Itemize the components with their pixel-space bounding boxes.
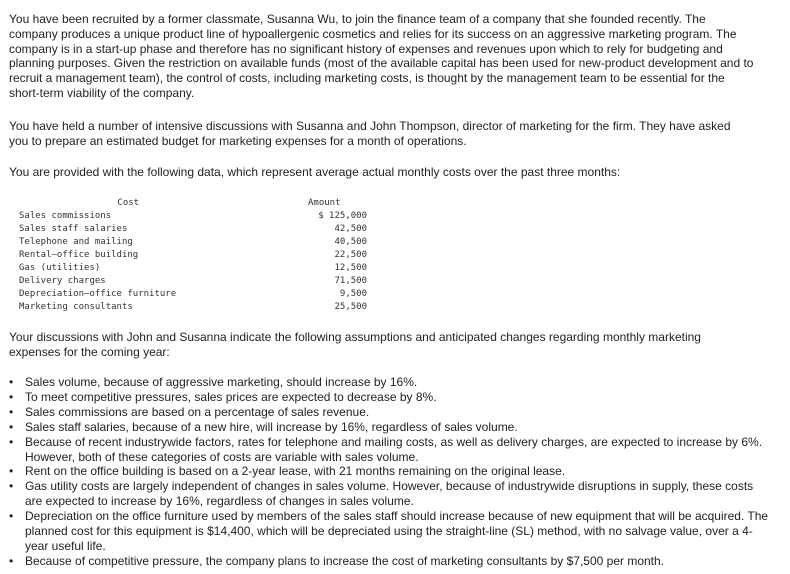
cost-amount: 22,500 <box>334 250 367 260</box>
bullet-icon: • <box>9 464 14 479</box>
bullet-icon: • <box>9 404 14 419</box>
list-item <box>9 405 769 420</box>
list-item-text: Gas utility costs are largely independent of changes in sales volume. However, because of industrywide disruptions in supply, these costs are expected to increase by 16%, regardless of changes in sales volume. <box>25 479 754 509</box>
list-item-text: Because of competitive pressure, the company plans to increase the cost of marketing consultants by $7,500 per month. <box>25 553 665 568</box>
cost-label: Sales staff salaries <box>19 224 128 234</box>
list-item-text: Rent on the office building is based on a 2-year lease, with 21 months remaining on the original lease. <box>25 464 566 479</box>
assumptions-intro-paragraph: Your discussions with John and Susanna indicate the following assumptions and anticipated changes regarding monthly marketing expenses for the coming year: <box>9 330 701 359</box>
bullet-icon: • <box>9 419 14 434</box>
table-row <box>11 249 373 262</box>
cost-amount: 25,500 <box>334 302 367 312</box>
cost-amount: 71,500 <box>334 276 367 286</box>
cost-amount: 40,500 <box>334 237 367 247</box>
list-item <box>9 509 769 554</box>
table-row <box>11 236 373 249</box>
table-row <box>11 301 373 314</box>
list-item <box>9 554 769 569</box>
table-row <box>11 223 373 236</box>
cost-amount: 42,500 <box>334 224 367 234</box>
list-item-text: Because of recent industrywide factors, rates for telephone and mailing costs, as well as delivery charges, are expected to increase by 6%. However, both of these categories of costs are variable with sales volume. <box>25 434 763 464</box>
table-row <box>11 288 373 301</box>
list-item <box>9 420 769 435</box>
amount-column-header: Amount <box>307 198 341 208</box>
list-item-text: Sales volume, because of aggressive marketing, should increase by 16%. <box>25 375 418 389</box>
cost-amount: $ 125,000 <box>318 211 367 221</box>
list-item-text: Sales staff salaries, because of a new hire, will increase by 16%, regardless of sales volume. <box>25 419 518 434</box>
cost-label: Sales commissions <box>19 211 112 221</box>
bullet-icon: • <box>9 479 14 494</box>
table-row <box>11 275 373 288</box>
cost-amount: 9,500 <box>339 289 367 299</box>
intro-paragraph: You have been recruited by a former classmate, Susanna Wu, to join the finance team of a company that she founded recently. The company produces a unique product line of hypoallergenic cosmetics and relies for its success on an aggressive marketing program. The company is in a start-up phase and therefore has no significant history of expenses and revenues upon which to rely for budgeting and planning purposes. Given the restriction on available funds (most of the available capital has been used for new-product development and to recruit a management team), the control of costs, including marketing costs, is thought by the management team to be essential for the short-term viability of the company. <box>9 12 754 100</box>
cost-column-header: Cost <box>117 198 140 208</box>
cost-label: Delivery charges <box>19 276 106 286</box>
data-intro-paragraph: You are provided with the following data, which represent average actual monthly costs over the past three months: <box>9 165 621 179</box>
list-item <box>9 435 769 465</box>
cost-label: Rental—office building <box>19 250 139 260</box>
cost-label: Marketing consultants <box>19 302 133 312</box>
cost-label: Depreciation—office furniture <box>19 289 177 299</box>
table-row <box>11 262 373 275</box>
monthly-cost-table <box>11 197 373 314</box>
list-item <box>9 479 769 509</box>
table-row <box>11 210 373 223</box>
list-item <box>9 375 769 390</box>
list-item-text: Depreciation on the office furniture used by members of the sales staff should increase because of new equipment that will be acquired. The planned cost for this equipment is $14,400, which will be depreciated using the straight-line (SL) method, with no salvage value, over a 4-year useful life. <box>25 509 769 553</box>
bullet-icon: • <box>9 375 14 389</box>
assumptions-list <box>9 375 769 569</box>
cost-label: Gas (utilities) <box>19 263 101 273</box>
list-item <box>9 464 769 479</box>
bullet-icon: • <box>9 389 14 404</box>
bullet-icon: • <box>9 434 14 449</box>
table-header-row <box>11 197 373 210</box>
bullet-icon: • <box>9 553 14 568</box>
bullet-icon: • <box>9 509 14 524</box>
list-item-text: To meet competitive pressures, sales prices are expected to decrease by 8%. <box>25 389 437 404</box>
list-item <box>9 390 769 405</box>
cost-amount: 12,500 <box>334 263 367 273</box>
discussion-paragraph: You have held a number of intensive discussions with Susanna and John Thompson, director of marketing for the firm. They have asked you to prepare an estimated budget for marketing expenses for a month of operations. <box>9 119 731 148</box>
list-item-text: Sales commissions are based on a percentage of sales revenue. <box>25 404 370 419</box>
cost-label: Telephone and mailing <box>19 237 133 247</box>
